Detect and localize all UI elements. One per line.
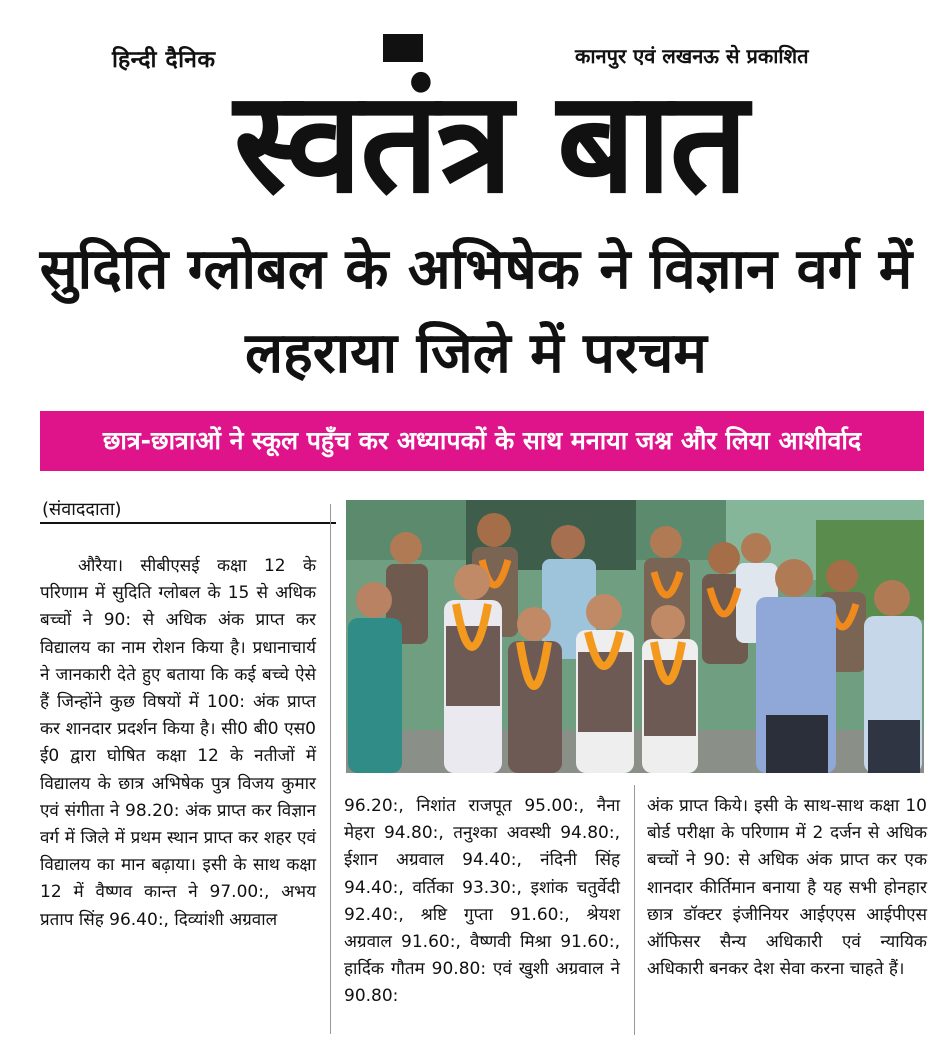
group-photo <box>346 500 924 773</box>
newspaper-masthead: स्वतंत्र बात <box>233 60 747 225</box>
group-photo-icon <box>346 500 924 773</box>
article-body-column-3: अंक प्राप्त किये। इसी के साथ-साथ कक्षा 10 बोर्ड परीक्षा के परिणाम में 2 दर्जन से अधिक बच्चों ने 90: से अधिक अंक प्राप्त कर एक शानदार कीर्तिमान बनाया है यह सभी होनहार छात्र डॉक्टर इंजीनियर आईएएस आईपीएस ऑफिसर सैन्य अधिकारी एवं न्यायिक अधिकारी बनकर देश सेवा करना चाहते हैं। <box>647 796 927 980</box>
column-divider-2 <box>634 785 635 1035</box>
article-deck-banner: छात्र-छात्राओं ने स्कूल पहुँच कर अध्यापकों के साथ मनाया जश्न और लिया आशीर्वाद <box>40 411 924 471</box>
article-body-column-1: औरैया। सीबीएसई कक्षा 12 के परिणाम में सुदिति ग्लोबल के 15 से अधिक बच्चों ने 90: से अधिक अंक प्राप्त कर विद्यालय का नाम रोशन किया है। प्रधानाचार्य ने जानकारी देते हुए बताया कि कई बच्चे ऐसे हैं जिन्होंने कुछ विषयों में 100: अंक प्राप्त कर शानदार प्रदर्शन किया है। सी0 बी0 एस0 ई0 द्वारा घोषित कक्षा 12 के नतीजों में विद्यालय के छात्र अभिषेक पुत्र विजय कुमार एवं संगीता ने 98.20: अंक प्राप्त कर विज्ञान वर्ग में जिले में प्रथम स्थान प्राप्त कर शहर एवं विद्यालय का मान बढ़ाया। इसी के साथ कक्षा 12 में वैष्णव कान्त ने 97.00:, अभय प्रताप सिंह 96.40:, दिव्यांशी अग्रवाल <box>40 556 316 930</box>
article-byline: (संवाददाता) <box>42 499 122 520</box>
article-headline: सुदिति ग्लोबल के अभिषेक ने विज्ञान वर्ग में लहराया जिले में परचम <box>39 237 913 386</box>
masthead-kicker-left: हिन्दी दैनिक <box>112 47 216 73</box>
article-body-column-2: 96.20:, निशांत राजपूत 95.00:, नैना मेहरा 94.80:, तनुश्का अवस्थी 94.80:, ईशान अग्रवाल 94.40:, नंदिनी सिंह 94.40:, वर्तिका 93.30:, इशांक चतुर्वेदी 92.40:, श्रष्टि गुप्ता 91.60:, श्रेयश अग्रवाल 91.60:, वैष्णवी मिश्रा 91.60:, हार्दिक गौतम 90.80: एवं खुशी अग्रवाल ने 90.80: <box>344 796 620 1007</box>
column-divider-1 <box>330 504 331 1034</box>
masthead-kicker-right: कानपुर एवं लखनऊ से प्रकाशित <box>575 44 809 68</box>
byline-rule <box>40 522 336 524</box>
